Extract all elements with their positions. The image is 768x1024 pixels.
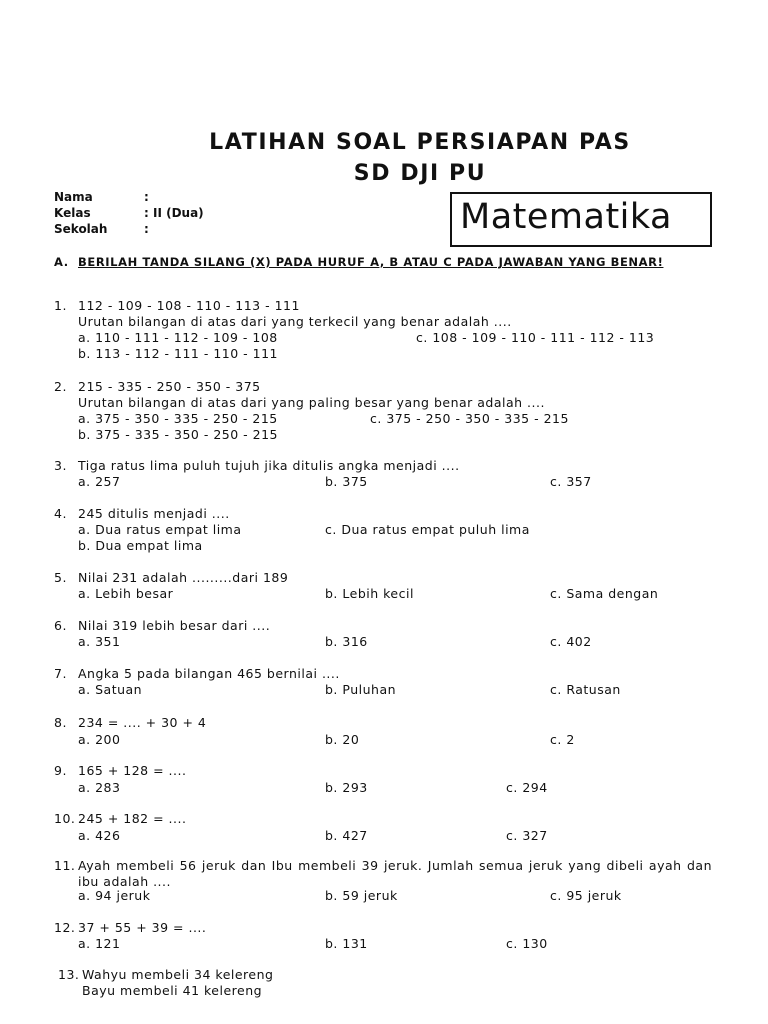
option-b[interactable]: b. 131: [325, 936, 368, 951]
question-number: 1.: [54, 298, 67, 313]
question-stem: 215 - 335 - 250 - 350 - 375: [78, 379, 261, 394]
option-a[interactable]: a. 121: [78, 936, 121, 951]
question-number: 10.: [54, 811, 76, 826]
question-text: Urutan bilangan di atas dari yang paling besar yang benar adalah ....: [78, 395, 545, 410]
option-a[interactable]: a. 110 - 111 - 112 - 109 - 108: [78, 330, 278, 345]
question-text: 165 + 128 = ....: [78, 763, 187, 778]
question-text: Urutan bilangan di atas dari yang terkecil yang benar adalah ....: [78, 314, 512, 329]
option-a[interactable]: a. Dua ratus empat lima: [78, 522, 242, 537]
option-b[interactable]: b. Puluhan: [325, 682, 397, 697]
student-name-value: :: [144, 190, 149, 204]
question-text: Wahyu membeli 34 kelereng: [82, 967, 274, 982]
question-number: 11.: [54, 858, 76, 873]
option-a[interactable]: a. 351: [78, 634, 121, 649]
option-c[interactable]: c. Dua ratus empat puluh lima: [325, 522, 530, 537]
option-b[interactable]: b. Dua empat lima: [78, 538, 203, 553]
option-a[interactable]: a. 200: [78, 732, 121, 747]
class-value: : II (Dua): [144, 206, 204, 220]
option-c[interactable]: c. 327: [506, 828, 548, 843]
question-number: 6.: [54, 618, 67, 633]
option-a[interactable]: a. 283: [78, 780, 121, 795]
class-label: Kelas: [54, 206, 91, 220]
question-text: 37 + 55 + 39 = ....: [78, 920, 207, 935]
question-text: Nilai 319 lebih besar dari ....: [78, 618, 271, 633]
question-number: 3.: [54, 458, 67, 473]
question-stem: 112 - 109 - 108 - 110 - 113 - 111: [78, 298, 300, 313]
subject-title: Matematika: [460, 197, 672, 237]
question-text: Ayah membeli 56 jeruk dan Ibu membeli 39 jeruk. Jumlah semua jeruk yang dibeli ayah dan ibu adalah ....: [78, 858, 712, 889]
option-b[interactable]: b. 293: [325, 780, 368, 795]
question-text: Tiga ratus lima puluh tujuh jika ditulis angka menjadi ....: [78, 458, 460, 473]
student-name-label: Nama: [54, 190, 93, 204]
question-text: Nilai 231 adalah .........dari 189: [78, 570, 289, 585]
option-a[interactable]: a. 257: [78, 474, 121, 489]
option-b[interactable]: b. Lebih kecil: [325, 586, 414, 601]
question-number: 12.: [54, 920, 76, 935]
question-number: 9.: [54, 763, 67, 778]
question-text: 245 + 182 = ....: [78, 811, 187, 826]
page-title: LATIHAN SOAL PERSIAPAN PAS: [209, 130, 631, 155]
section-label: A.: [54, 255, 69, 269]
option-c[interactable]: c. 2: [550, 732, 575, 747]
option-a[interactable]: a. 426: [78, 828, 121, 843]
option-b[interactable]: b. 375 - 335 - 350 - 250 - 215: [78, 427, 279, 442]
question-number: 5.: [54, 570, 67, 585]
option-b[interactable]: b. 113 - 112 - 111 - 110 - 111: [78, 346, 279, 361]
question-text: Angka 5 pada bilangan 465 bernilai ....: [78, 666, 340, 681]
school-label: Sekolah: [54, 222, 108, 236]
option-a[interactable]: a. 375 - 350 - 335 - 250 - 215: [78, 411, 278, 426]
question-number: 13.: [58, 967, 80, 982]
question-text: 245 ditulis menjadi ....: [78, 506, 230, 521]
subject-box: [450, 192, 712, 247]
question-text: 234 = .... + 30 + 4: [78, 715, 207, 730]
option-a[interactable]: a. Lebih besar: [78, 586, 174, 601]
question-text-line2: Bayu membeli 41 kelereng: [82, 983, 263, 998]
question-number: 7.: [54, 666, 67, 681]
option-c[interactable]: c. Sama dengan: [550, 586, 659, 601]
option-c[interactable]: c. 130: [506, 936, 548, 951]
option-c[interactable]: c. 357: [550, 474, 592, 489]
option-b[interactable]: b. 59 jeruk: [325, 888, 398, 903]
school-name: SD DJI PU: [353, 161, 487, 186]
question-number: 2.: [54, 379, 67, 394]
section-instruction-text: BERILAH TANDA SILANG (X) PADA HURUF A, B ATAU C PADA JAWABAN YANG BENAR!: [78, 255, 664, 269]
option-b[interactable]: b. 427: [325, 828, 368, 843]
school-value: :: [144, 222, 149, 236]
option-c[interactable]: c. 108 - 109 - 110 - 111 - 112 - 113: [416, 330, 655, 345]
question-number: 8.: [54, 715, 67, 730]
option-b[interactable]: b. 375: [325, 474, 368, 489]
option-c[interactable]: c. 95 jeruk: [550, 888, 622, 903]
option-a[interactable]: a. Satuan: [78, 682, 143, 697]
option-c[interactable]: c. 402: [550, 634, 592, 649]
option-c[interactable]: c. Ratusan: [550, 682, 621, 697]
question-number: 4.: [54, 506, 67, 521]
option-b[interactable]: b. 316: [325, 634, 368, 649]
option-c[interactable]: c. 294: [506, 780, 548, 795]
option-a[interactable]: a. 94 jeruk: [78, 888, 151, 903]
option-c[interactable]: c. 375 - 250 - 350 - 335 - 215: [370, 411, 569, 426]
option-b[interactable]: b. 20: [325, 732, 360, 747]
